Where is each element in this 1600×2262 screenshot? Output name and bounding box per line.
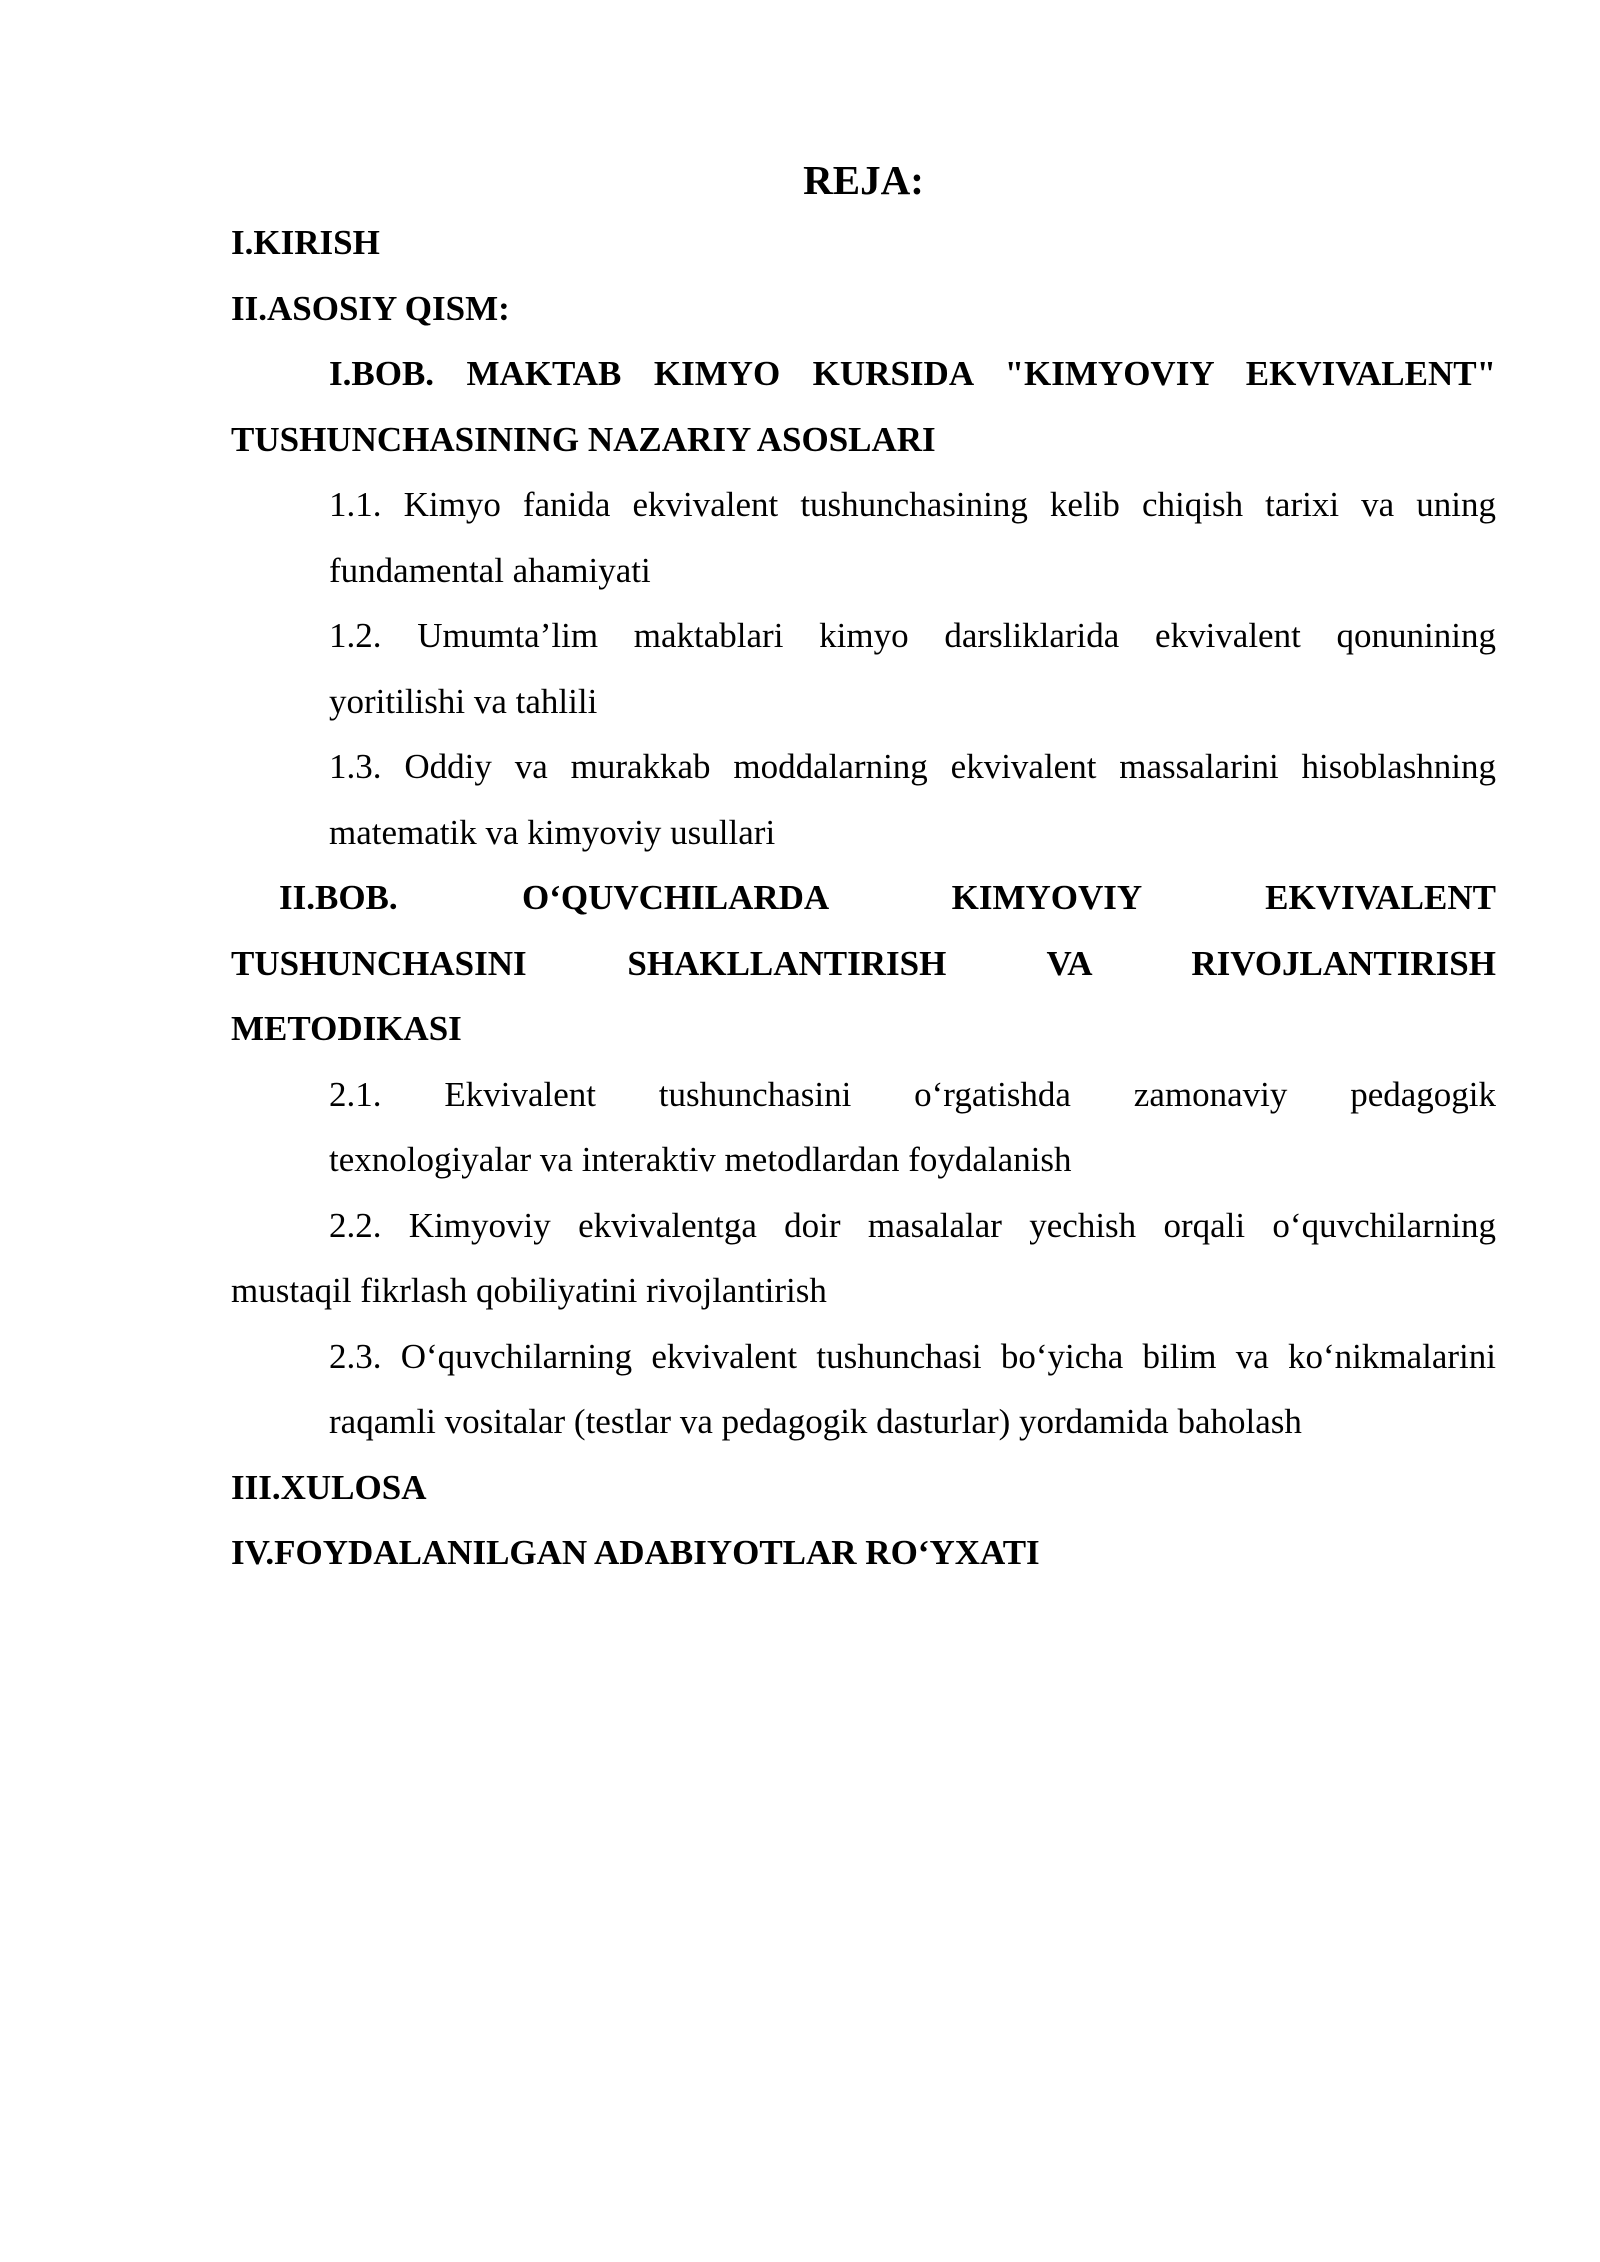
item-2-2-line2: mustaqil fikrlash qobiliyatini rivojlantirish [231,1271,827,1310]
item-2-2-line1: 2.2. Kimyoviy ekvivalentga doir masalalar yechish orqali o‘quvchilarning [329,1205,1496,1245]
chapter2-heading-line2: TUSHUNCHASINI SHAKLLANTIRISH VA RIVOJLANTIRISH [231,943,1496,983]
item-1-1-line1: 1.1. Kimyo fanida ekvivalent tushunchasining kelib chiqish tarixi va uning [329,485,1496,524]
item-2-3-line1: 2.3. O‘quvchilarning ekvivalent tushunchasi bo‘yicha bilim va ko‘nikmalarini [329,1336,1496,1376]
item-1-1-line2: fundamental ahamiyati [329,550,651,590]
item-1-2-line1: 1.2. Umumta’lim maktablari kimyo darsliklarida ekvivalent qonunining [329,616,1496,655]
item-1-2-line2: yoritilishi va tahlili [329,681,598,721]
page-title: REJA: [803,157,924,203]
item-2-1-line2: texnologiyalar va interaktiv metodlardan foydalanish [329,1140,1072,1179]
item-2-1-line1: 2.1. Ekvivalent tushunchasini o‘rgatishda zamonaviy pedagogik [329,1074,1496,1114]
chapter1-heading-line1: I.BOB. MAKTAB KIMYO KURSIDA "KIMYOVIY EKVIVALENT" [329,354,1496,393]
section-kirish: I.KIRISH [231,223,380,262]
item-1-3-line2: matematik va kimyoviy usullari [329,812,776,852]
item-1-3-line1: 1.3. Oddiy va murakkab moddalarning ekvivalent massalarini hisoblashning [329,747,1496,786]
section-adabiyotlar: IV.FOYDALANILGAN ADABIYOTLAR RO‘YXATI [231,1533,1040,1572]
chapter2-heading-line1: II.BOB. O‘QUVCHILARDA KIMYOVIY EKVIVALENT [279,878,1496,917]
section-asosiy-qism: II.ASOSIY QISM: [231,288,510,328]
item-2-3-line2: raqamli vositalar (testlar va pedagogik dasturlar) yordamida baholash [329,1402,1302,1441]
chapter1-heading-line2: TUSHUNCHASINING NAZARIY ASOSLARI [231,419,936,459]
chapter2-heading-line3: METODIKASI [231,1009,462,1048]
plan-content [231,150,1496,1586]
section-xulosa: III.XULOSA [231,1467,427,1507]
